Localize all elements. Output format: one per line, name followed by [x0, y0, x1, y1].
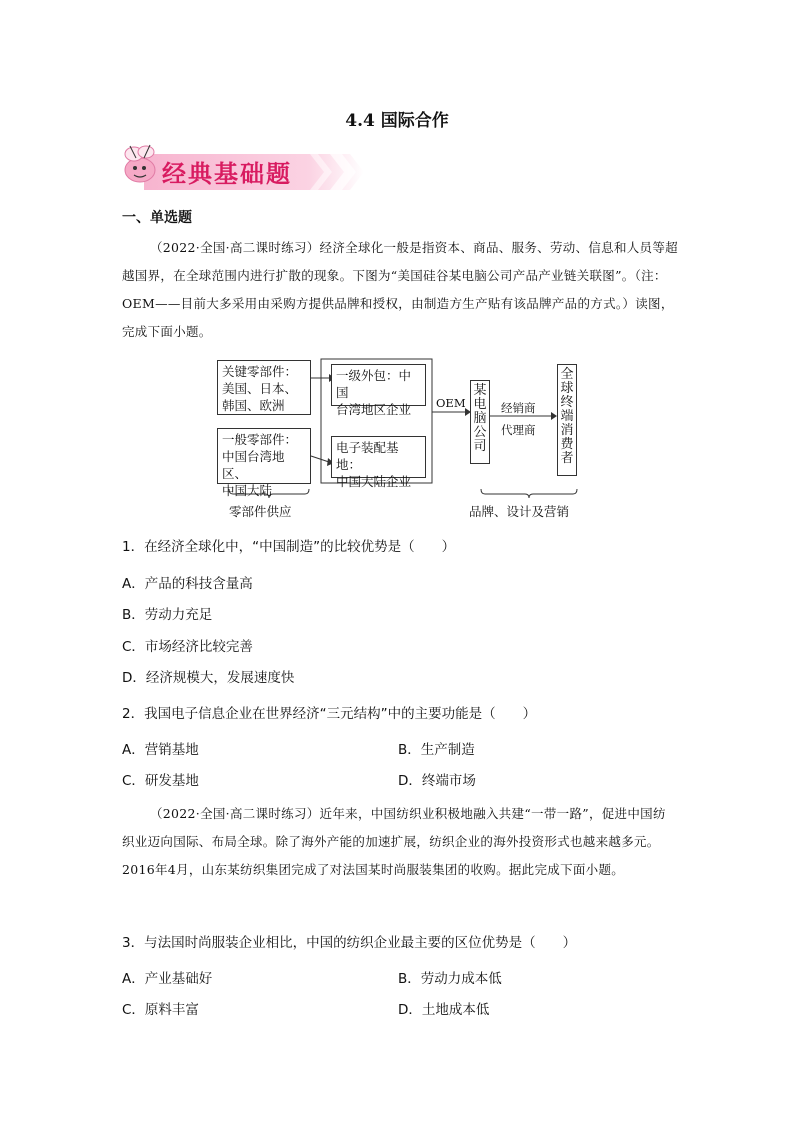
general-parts-line-3: 中国大陆: [222, 483, 273, 498]
passage-2: （2022·全国·高二课时练习）近年来，中国纺织业积极地融入共建“一带一路”，促进中国纺织业迈向国际、布局全球。除了海外产能的加速扩展，纺织企业的海外投资形式也越来越多元。2016年4月，山东某纺织集团完成了对法国某时尚服装集团的收购。据此完成下面小题。: [122, 806, 666, 877]
assembly-box: [331, 436, 426, 489]
q2-option-b[interactable]: B．生产制造: [398, 742, 475, 758]
section-banner: [120, 140, 370, 194]
key-parts-line-2: 美国、日本、: [222, 381, 298, 396]
q2-option-d[interactable]: D．终端市场: [398, 773, 476, 789]
question-2: 2．我国电子信息企业在世界经济“三元结构”中的主要功能是（ ）: [122, 706, 537, 722]
outsource-line-1: 一级外包：中国: [336, 368, 412, 400]
q3-option-b[interactable]: B．劳动力成本低: [398, 971, 502, 987]
dealer-label: 经销商: [501, 401, 536, 415]
supply-label: 零部件供应: [229, 504, 292, 519]
general-parts-line-1: 一般零部件：: [222, 432, 298, 447]
general-parts-line-2: 中国台湾地区、: [222, 449, 285, 481]
page-title: 4.4 国际合作: [345, 111, 449, 131]
q1-option-c[interactable]: C．市场经济比较完善: [122, 639, 253, 655]
key-parts-line-1: 关键零部件：: [222, 364, 298, 379]
q2-option-c[interactable]: C．研发基地: [122, 773, 199, 789]
q3-option-a[interactable]: A．产业基础好: [122, 971, 213, 987]
consumer-box: 全球终端消费者: [557, 364, 577, 476]
outsource-box: [331, 364, 426, 417]
brand-label: 品牌、设计及营销: [469, 504, 570, 519]
q1-option-d[interactable]: D．经济规模大，发展速度快: [122, 670, 295, 686]
q1-option-b[interactable]: B．劳动力充足: [122, 607, 213, 623]
question-1: 1．在经济全球化中，“中国制造”的比较优势是（ ）: [122, 539, 456, 555]
banner-text: 经典基础题: [162, 160, 292, 188]
key-parts-box: [217, 360, 311, 415]
assembly-line-2: 中国大陆企业: [336, 474, 412, 489]
section-heading: 一、单选题: [122, 210, 192, 226]
q2-option-a[interactable]: A．营销基地: [122, 742, 199, 758]
industry-chain-diagram: [213, 356, 583, 520]
outsource-line-2: 台湾地区企业: [336, 402, 412, 417]
q3-option-c[interactable]: C．原料丰富: [122, 1002, 199, 1018]
company-box: 某电脑公司: [470, 380, 490, 464]
general-parts-box: [217, 428, 311, 498]
agent-label: 代理商: [501, 423, 536, 437]
assembly-line-1: 电子装配基地：: [336, 440, 399, 472]
key-parts-line-3: 韩国、欧洲: [222, 398, 285, 413]
oem-label: OEM: [436, 396, 466, 410]
question-3: 3．与法国时尚服装企业相比，中国的纺织企业最主要的区位优势是（ ）: [122, 935, 577, 951]
q3-option-d[interactable]: D．土地成本低: [398, 1002, 490, 1018]
q1-option-a[interactable]: A．产品的科技含量高: [122, 576, 253, 592]
passage-1: （2022·全国·高二课时练习）经济全球化一般是指资本、商品、服务、劳动、信息和人员等超越国界，在全球范围内进行扩散的现象。下图为“美国硅谷某电脑公司产品产业链关联图”。（注：OEM——目前大多采用由采购方提供品牌和授权，由制造方生产贴有该品牌产品的方式。）读图，完成下面小题。: [122, 240, 678, 339]
